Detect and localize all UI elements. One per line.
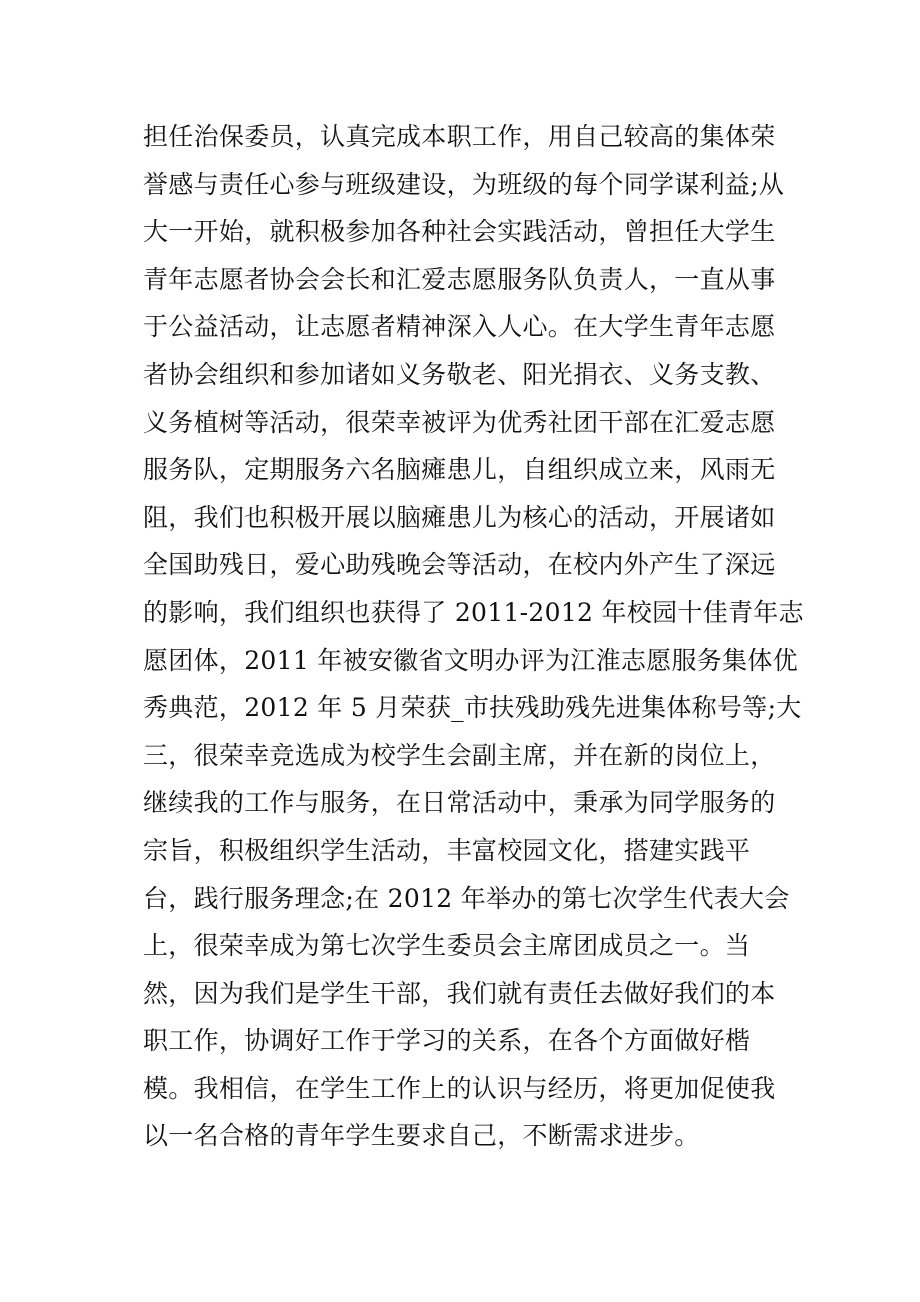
text-line: 职工作，协调好工作于学习的关系，在各个方面做好楷: [143, 1026, 751, 1056]
text-line: 秀典范，2012 年 5 月荣获_市扶残助残先进集体称号等;大: [143, 693, 802, 723]
text-line: 以一名合格的青年学生要求自己，不断需求进步。: [143, 1121, 700, 1151]
text-line: 的影响，我们组织也获得了 2011-2012 年校园十佳青年志: [143, 597, 804, 627]
text-line: 然，因为我们是学生干部，我们就有责任去做好我们的本: [143, 978, 776, 1008]
text-line: 上，很荣幸成为第七次学生委员会主席团成员之一。当: [143, 931, 751, 961]
text-line: 大一开始，就积极参加各种社会实践活动，曾担任大学生: [143, 217, 776, 247]
text-line: 誉感与责任心参与班级建设，为班级的每个同学谋利益;从: [143, 169, 785, 199]
text-line: 者协会组织和参加诸如义务敬老、阳光捐衣、义务支教、: [143, 359, 776, 389]
text-line: 继续我的工作与服务，在日常活动中，秉承为同学服务的: [143, 788, 776, 818]
text-line: 愿团体，2011 年被安徽省文明办评为江淮志愿服务集体优: [143, 645, 798, 675]
text-line: 青年志愿者协会会长和汇爱志愿服务队负责人，一直从事: [143, 264, 776, 294]
text-line: 服务队，定期服务六名脑瘫患儿，自组织成立来，风雨无: [143, 455, 776, 485]
text-line: 宗旨，积极组织学生活动，丰富校园文化，搭建实践平: [143, 835, 751, 865]
text-line: 阻，我们也积极开展以脑瘫患儿为核心的活动，开展诸如: [143, 502, 776, 532]
text-line: 全国助残日，爱心助残晚会等活动，在校内外产生了深远: [143, 550, 776, 580]
text-line: 义务植树等活动，很荣幸被评为优秀社团干部在汇爱志愿: [143, 407, 776, 437]
text-line: 台，践行服务理念;在 2012 年举办的第七次学生代表大会: [143, 883, 790, 913]
body-paragraph: [143, 113, 804, 1160]
text-line: 三，很荣幸竞选成为校学生会副主席，并在新的岗位上，: [143, 740, 776, 770]
text-line: 模。我相信，在学生工作上的认识与经历，将更加促使我: [143, 1073, 776, 1103]
text-line: 于公益活动，让志愿者精神深入人心。在大学生青年志愿: [143, 312, 776, 342]
text-line: 担任治保委员，认真完成本职工作，用自己较高的集体荣: [143, 122, 776, 151]
